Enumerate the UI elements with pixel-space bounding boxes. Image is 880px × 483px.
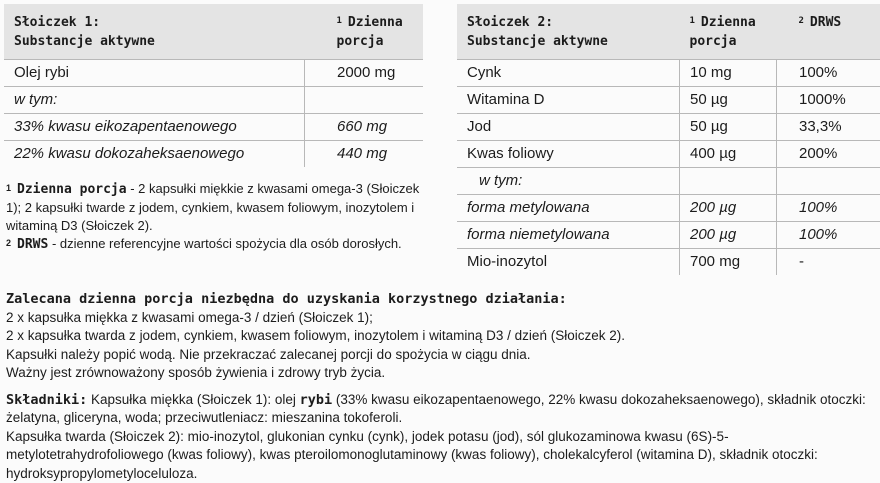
jar1-header-title: Słoiczek 1: — [14, 13, 305, 32]
jar2-row-name: forma metylowana — [457, 195, 680, 222]
jar1-header-subtitle: Substancje aktywne — [14, 32, 305, 51]
jar2-header-dose-line1: Dzienna — [701, 15, 756, 30]
footnote-1 — [6, 180, 421, 235]
table-row — [4, 141, 423, 168]
table-row — [457, 114, 880, 141]
table-row — [457, 60, 880, 87]
dosage-and-ingredients — [6, 290, 876, 483]
jar2-row-name: forma niemetylowana — [457, 222, 680, 249]
jar1-row-name: Olej rybi — [4, 60, 305, 87]
jar2-header-title: Słoiczek 2: — [467, 13, 680, 32]
ingredients-soft-capsule: Kapsułka miękka (Słoiczek 1): olej — [87, 392, 299, 407]
jar2-row-drws: 100% — [777, 222, 880, 249]
jar2-header-drws-label: DRWS — [810, 15, 841, 30]
ingredients-allergen: rybi — [300, 392, 333, 408]
jar2-row-drws: 100% — [777, 60, 880, 87]
jar2-row-name: Mio-inozytol — [457, 249, 680, 276]
jar2-row-dose: 400 µg — [680, 141, 777, 168]
dosage-line: 2 x kapsułka twarda z jodem, cynkiem, kwasem foliowym, inozytolem i witaminą D3 / dzień (Słoiczek 2). — [6, 327, 876, 346]
jar2-row-name: Jod — [457, 114, 680, 141]
jar2-row-drws — [777, 168, 880, 195]
jar2-row-dose — [680, 168, 777, 195]
jar1-row-dose: 440 mg — [305, 141, 424, 168]
table-row — [457, 195, 880, 222]
jar2-header-row — [457, 4, 880, 60]
ingredients-label: Składniki: — [6, 392, 87, 408]
footnote-2 — [6, 235, 421, 254]
dosage-line: 2 x kapsułka miękka z kwasami omega-3 / dzień (Słoiczek 1); — [6, 309, 876, 328]
table-row — [457, 168, 880, 195]
table-row — [457, 249, 880, 276]
jar2-row-name: w tym: — [457, 168, 680, 195]
dosage-heading: Zalecana dzienna porcja niezbędna do uzyskania korzystnego działania: — [6, 290, 876, 309]
table-row — [4, 87, 423, 114]
jar1-header-substances — [4, 4, 305, 60]
jar1-row-name: 22% kwasu dokozaheksaenowego — [4, 141, 305, 168]
jar2-header-dose-line2: porcja — [690, 32, 777, 51]
jar1-table — [4, 4, 423, 167]
jar1-header-dose-line1: Dzienna — [348, 15, 403, 30]
jar1-row-dose: 2000 mg — [305, 60, 424, 87]
jar2-row-drws: 1000% — [777, 87, 880, 114]
table-row — [4, 60, 423, 87]
footnote-2-marker: 2 — [6, 238, 11, 248]
jar2-row-drws: - — [777, 249, 880, 276]
footnote-2-text: - dzienne referencyjne wartości spożycia dla osób dorosłych. — [48, 236, 401, 251]
jar2-row-dose: 200 µg — [680, 195, 777, 222]
jar1-row-name: w tym: — [4, 87, 305, 114]
footnotes — [6, 180, 421, 254]
dosage-line: Ważny jest zrównoważony sposób żywienia i zdrowy tryb życia. — [6, 364, 876, 383]
table-row — [457, 87, 880, 114]
footnote-ref-1: 1 — [337, 16, 342, 26]
jar2-row-name: Kwas foliowy — [457, 141, 680, 168]
ingredients-hard-label: Kapsułka twarda (Słoiczek 2): — [6, 429, 184, 444]
footnote-ref-1: 1 — [690, 16, 695, 26]
jar2-header-substances — [457, 4, 680, 60]
footnote-1-label: Dzienna porcja — [17, 182, 127, 197]
footnote-ref-2: 2 — [799, 16, 804, 26]
jar2-header-subtitle: Substancje aktywne — [467, 32, 680, 51]
jar2-row-name: Cynk — [457, 60, 680, 87]
dosage-line: Kapsułki należy popić wodą. Nie przekraczać zalecanej porcji do spożycia w ciągu dnia. — [6, 346, 876, 365]
jar1-header-dose — [305, 4, 424, 60]
jar2-table — [457, 4, 880, 275]
jar2-row-name: Witamina D — [457, 87, 680, 114]
ingredients-soft-rest: (33% kwasu eikozapentaenowego, 22% kwasu dokozaheksaenowego), składnik otoczki: żelatyna, gliceryna, woda; przeciwutleniacz: mieszanina tokoferoli. — [6, 392, 866, 426]
ingredients-hard — [6, 428, 876, 483]
footnote-2-label: DRWS — [17, 237, 48, 252]
table-row — [457, 222, 880, 249]
table-row — [4, 114, 423, 141]
footnote-1-marker: 1 — [6, 183, 11, 193]
jar1-row-dose: 660 mg — [305, 114, 424, 141]
ingredients-hard-rest: mio-inozytol, glukonian cynku (cynk), jodek potasu (jod), sól glukozaminowa kwasu (6S)-5-metylotetrahydrofoliowego (kwas foliowy), kwas pteroilomonoglutaminowy (kwas foliowy), cholekalcyferol (witamina D), składnik otoczki: hydroksypropylometyloceluloza. — [6, 429, 818, 481]
jar2-row-dose: 200 µg — [680, 222, 777, 249]
jar2-header-dose — [680, 4, 777, 60]
jar2-header-drws — [777, 4, 880, 60]
footnote-1-text: - 2 kapsułki miękkie z kwasami omega-3 (Słoiczek 1); 2 kapsułki twarde z jodem, cynkiem, kwasem foliowym, inozytolem i witaminą D3 (Słoiczek 2). — [6, 181, 419, 233]
jar2-row-drws: 200% — [777, 141, 880, 168]
jar2-row-dose: 50 µg — [680, 114, 777, 141]
jar2-row-drws: 33,3% — [777, 114, 880, 141]
jar2-row-dose: 50 µg — [680, 87, 777, 114]
jar2-row-dose: 700 mg — [680, 249, 777, 276]
jar2-row-drws: 100% — [777, 195, 880, 222]
table-row — [457, 141, 880, 168]
jar1-header-dose-line2: porcja — [337, 32, 424, 51]
jar1-row-dose — [305, 87, 424, 114]
jar1-header-row — [4, 4, 423, 60]
jar2-row-dose: 10 mg — [680, 60, 777, 87]
ingredients-soft — [6, 391, 876, 428]
jar1-row-name: 33% kwasu eikozapentaenowego — [4, 114, 305, 141]
